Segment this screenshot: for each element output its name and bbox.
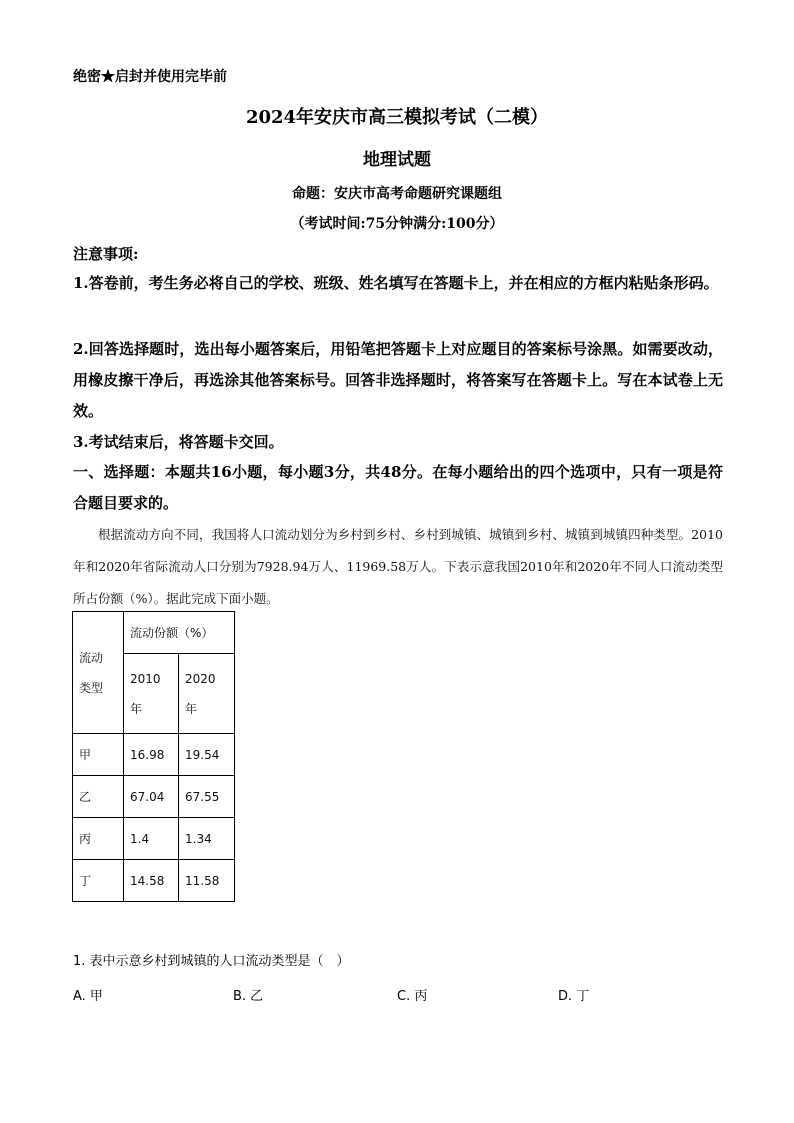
flow-share-table: [72, 611, 235, 902]
notice-heading: 注意事项:: [73, 245, 139, 263]
notice-item-3: 3.考试结束后，将答题卡交回。: [73, 433, 284, 451]
row-type: 丙: [73, 818, 124, 860]
table-row: [73, 776, 235, 818]
row-value-2020: 1.34: [179, 818, 235, 860]
row-value-2010: 1.4: [124, 818, 179, 860]
exam-title: 2024年安庆市高三模拟考试（二模）: [245, 107, 549, 128]
row-value-2020: 19.54: [179, 734, 235, 776]
header-year-2010: 2010年: [124, 654, 179, 734]
question-1-option-d: D. 丁: [558, 989, 590, 1004]
header-flow-share: 流动份额（%）: [124, 612, 235, 654]
notice-item-1: 1.答卷前，考生务必将自己的学校、班级、姓名填写在答题卡上，并在相应的方框内粘贴条形码。: [73, 274, 719, 292]
question-1-option-b: B. 乙: [233, 989, 264, 1004]
table-row: [73, 818, 235, 860]
notice-item-2: 2.回答选择题时，选出每小题答案后，用铅笔把答题卡上对应题目的答案标号涂黑。如需要改动，用橡皮擦干净后，再选涂其他答案标号。回答非选择题时，将答案写在答题卡上。写在本试卷上无效。: [73, 340, 723, 420]
subject-title: 地理试题: [363, 150, 431, 170]
table-row: [73, 734, 235, 776]
exam-time: （考试时间:75分钟满分:100分）: [290, 216, 504, 232]
question-1-option-a: A. 甲: [73, 989, 103, 1004]
row-value-2020: 11.58: [179, 860, 235, 902]
table-row: [73, 860, 235, 902]
row-type: 丁: [73, 860, 124, 902]
question-1-stem: 1. 表中示意乡村到城镇的人口流动类型是（ ）: [73, 954, 350, 969]
confidential-label: 绝密★启封并使用完毕前: [73, 69, 227, 85]
header-year-2020: 2020年: [179, 654, 235, 734]
material-intro: 根据流动方向不同，我国将人口流动划分为乡村到乡村、乡村到城镇、城镇到乡村、城镇到城镇四种类型。2010年和2020年省际流动人口分别为7928.94万人、11969.58万人。下表示意我国2010年和2020年不同人口流动类型所占份额（%）。据此完成下面小题。: [73, 527, 723, 606]
row-value-2010: 14.58: [124, 860, 179, 902]
row-type: 乙: [73, 776, 124, 818]
section-heading: 一、选择题：本题共16小题，每小题3分，共48分。在每小题给出的四个选项中，只有一项是符合题目要求的。: [73, 463, 723, 512]
header-flow-type: 流动类型: [73, 612, 124, 734]
row-value-2020: 67.55: [179, 776, 235, 818]
question-1-option-c: C. 丙: [397, 989, 428, 1004]
row-value-2010: 67.04: [124, 776, 179, 818]
row-type: 甲: [73, 734, 124, 776]
row-value-2010: 16.98: [124, 734, 179, 776]
author-line: 命题：安庆市高考命题研究课题组: [292, 186, 502, 202]
